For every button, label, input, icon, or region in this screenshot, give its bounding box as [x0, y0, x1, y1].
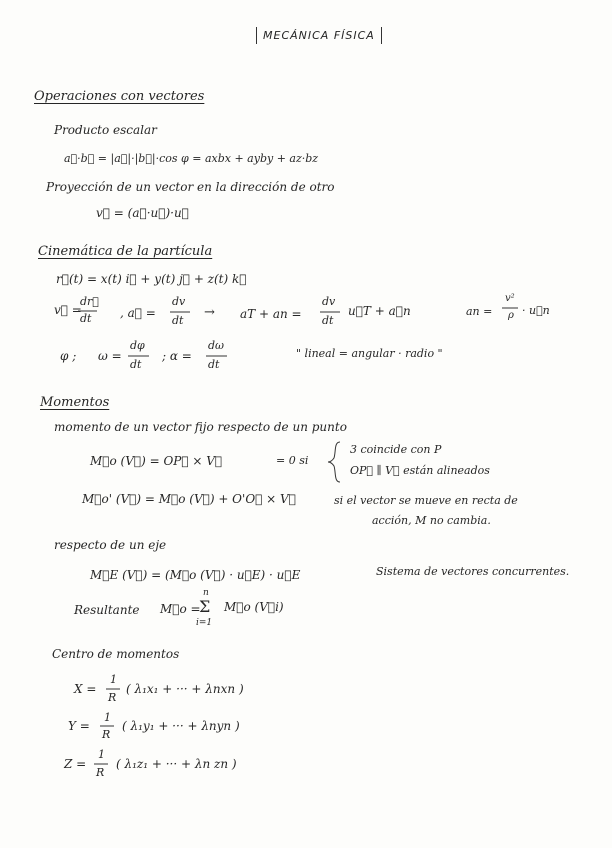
- z-lhs: Z =: [64, 757, 87, 771]
- condition-1: 3 coincide con P: [350, 443, 442, 456]
- lineal-angular-note: " lineal = angular · radio ": [296, 347, 443, 360]
- x-rhs: ( λ₁x₁ + ··· + λnxn ): [126, 682, 244, 696]
- respecto-eje-label: respecto de un eje: [54, 538, 167, 552]
- z-rhs: ( λ₁z₁ + ··· + λn zn ): [116, 757, 237, 771]
- y-lhs: Y =: [68, 719, 90, 733]
- omega-lhs: ω =: [98, 349, 122, 363]
- heading-momentos: Momentos: [40, 395, 110, 410]
- x-frac-num: 1: [110, 673, 117, 686]
- accel-lhs: , a⃗ =: [120, 306, 156, 320]
- accel-components: aT + an =: [240, 307, 302, 321]
- condition-2: OP⃗ ∥ V⃗ están alineados: [350, 464, 490, 477]
- resultante-label: Resultante: [74, 603, 140, 617]
- velocity-den: dt: [80, 312, 92, 325]
- mo-prime-formula: M⃗o' (V⃗) = M⃗o (V⃗) + O'O⃗ × V⃗: [82, 492, 296, 506]
- heading-cinematica: Cinemática de la partícula: [38, 244, 213, 259]
- y-frac-num: 1: [104, 711, 111, 724]
- sum-symbol: Σ: [199, 597, 211, 616]
- producto-escalar-formula: a⃗·b⃗ = |a⃗|·|b⃗|·cos φ = axbx + ayby + az·bz: [64, 152, 319, 165]
- y-frac-den: R: [102, 728, 111, 741]
- mo-formula: M⃗o (V⃗) = OP⃗ × V⃗: [90, 454, 223, 468]
- page-title: MECÁNICA FÍSICA: [256, 27, 382, 44]
- me-formula: M⃗E (V⃗) = (M⃗o (V⃗) · u⃗E) · u⃗E: [90, 568, 301, 582]
- accel-tail: u⃗T + a⃗n: [348, 304, 411, 318]
- alpha-lhs: ; α =: [162, 349, 192, 363]
- normal-accel-tail: · u⃗n: [522, 304, 550, 317]
- normal-accel-num: v²: [505, 293, 515, 304]
- position-vector: r⃗(t) = x(t) i⃗ + y(t) j⃗ + z(t) k⃗: [56, 272, 247, 286]
- condition-brace: [328, 442, 340, 482]
- sistema-concurrentes: Sistema de vectores concurrentes.: [376, 565, 570, 578]
- normal-accel-den: ρ: [508, 310, 514, 321]
- proyeccion-label: Proyección de un vector en la dirección de otro: [46, 180, 335, 194]
- x-frac-den: R: [108, 691, 117, 704]
- z-frac-den: R: [96, 766, 105, 779]
- producto-escalar-label: Producto escalar: [54, 123, 157, 137]
- implies-arrow: →: [204, 305, 215, 320]
- normal-accel-lhs: an =: [466, 305, 493, 318]
- note-line-1: si el vector se mueve en recta de: [334, 494, 518, 507]
- equals-zero-si: = 0 si: [276, 454, 309, 467]
- x-lhs: X =: [74, 682, 97, 696]
- velocity-num: dr⃗: [80, 295, 99, 308]
- heading-operaciones: Operaciones con vectores: [34, 89, 205, 104]
- sum-lower-limit: i=1: [196, 618, 213, 628]
- omega-num: dφ: [130, 339, 145, 352]
- resultante-lhs: M⃗o =: [160, 602, 201, 616]
- velocity-lhs: v⃗ =: [54, 303, 82, 317]
- omega-den: dt: [130, 358, 142, 371]
- tangential-den: dt: [322, 314, 334, 327]
- momento-punto-label: momento de un vector fijo respecto de un punto: [54, 420, 347, 434]
- phi-label: φ ;: [60, 349, 77, 363]
- y-rhs: ( λ₁y₁ + ··· + λnyn ): [122, 719, 240, 733]
- heading-centro: Centro de momentos: [52, 647, 180, 661]
- resultante-rhs: M⃗o (V⃗i): [224, 600, 284, 614]
- tangential-num: dv: [322, 295, 336, 308]
- note-line-2: acción, M no cambia.: [372, 514, 491, 527]
- z-frac-num: 1: [98, 748, 105, 761]
- alpha-num: dω: [208, 339, 225, 352]
- alpha-den: dt: [208, 358, 220, 371]
- accel-num: dv: [172, 295, 186, 308]
- sum-upper-limit: n: [203, 588, 209, 598]
- proyeccion-formula: v⃗ = (a⃗·u⃗)·u⃗: [96, 206, 189, 220]
- accel-den: dt: [172, 314, 184, 327]
